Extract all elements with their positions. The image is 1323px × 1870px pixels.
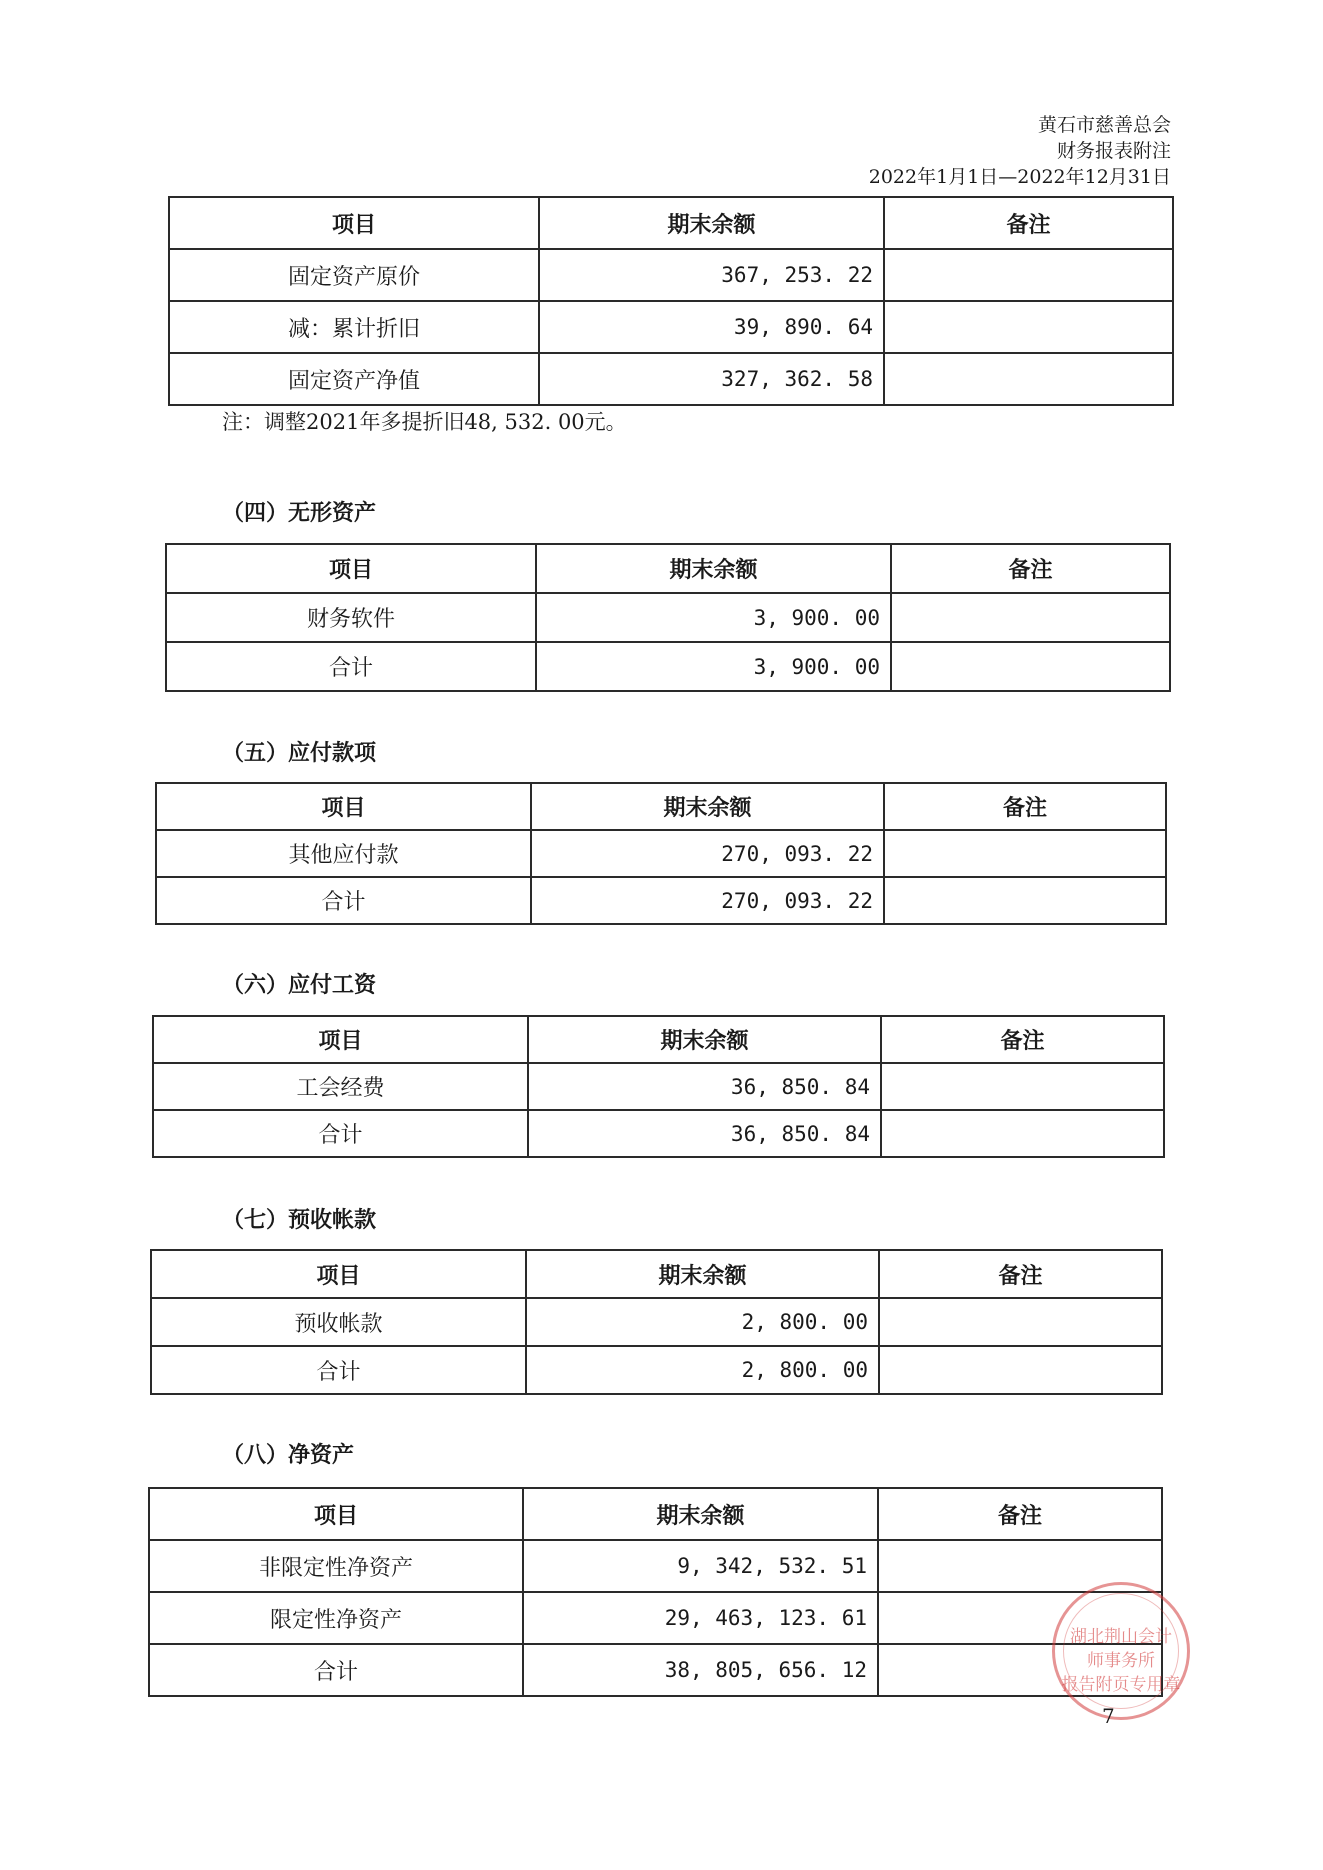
column-header-note: 备注 [891, 544, 1170, 593]
intangible-assets-table [165, 543, 1171, 692]
column-header-amount: 期末余额 [528, 1016, 881, 1063]
row-amount: 270, 093. 22 [531, 877, 884, 924]
column-header-item: 项目 [153, 1016, 528, 1063]
row-note [884, 301, 1173, 353]
page-number: 7 [1102, 1704, 1115, 1728]
row-note [879, 1298, 1162, 1346]
column-header-note: 备注 [884, 783, 1166, 830]
table-row [169, 353, 1173, 405]
column-header-amount: 期末余额 [523, 1488, 878, 1540]
column-header-amount: 期末余额 [526, 1250, 879, 1298]
row-item: 非限定性净资产 [149, 1540, 523, 1592]
row-item: 合计 [151, 1346, 526, 1394]
row-amount: 327, 362. 58 [539, 353, 884, 405]
column-header-item: 项目 [169, 197, 539, 249]
table-row [149, 1592, 1162, 1644]
row-note [884, 249, 1173, 301]
fixed-assets-table [168, 196, 1174, 406]
column-header-amount: 期末余额 [539, 197, 884, 249]
row-item: 减：累计折旧 [169, 301, 539, 353]
table-row [169, 301, 1173, 353]
table-row [156, 877, 1166, 924]
row-amount: 36, 850. 84 [528, 1063, 881, 1110]
row-note [891, 642, 1170, 691]
header-org: 黄石市慈善总会 [1037, 114, 1171, 136]
row-item: 固定资产原价 [169, 249, 539, 301]
row-amount: 38, 805, 656. 12 [523, 1644, 878, 1696]
row-amount: 36, 850. 84 [528, 1110, 881, 1157]
row-note [884, 353, 1173, 405]
wages-table [152, 1015, 1165, 1158]
row-amount: 39, 890. 64 [539, 301, 884, 353]
table-row [153, 1110, 1164, 1157]
row-item: 合计 [166, 642, 536, 691]
company-seal [1052, 1582, 1190, 1720]
row-note [891, 593, 1170, 642]
table-row [153, 1063, 1164, 1110]
header-period: 2022年1月1日—2022年12月31日 [868, 166, 1171, 188]
row-note [881, 1063, 1164, 1110]
row-item: 其他应付款 [156, 830, 531, 877]
row-note [884, 877, 1166, 924]
table-row [149, 1540, 1162, 1592]
row-amount: 3, 900. 00 [536, 642, 891, 691]
row-amount: 2, 800. 00 [526, 1346, 879, 1394]
table-row [156, 830, 1166, 877]
row-amount: 2, 800. 00 [526, 1298, 879, 1346]
page-header [869, 112, 1171, 190]
row-item: 合计 [149, 1644, 523, 1696]
table-row [151, 1346, 1162, 1394]
row-amount: 9, 342, 532. 51 [523, 1540, 878, 1592]
column-header-item: 项目 [156, 783, 531, 830]
section-title-payables: （五）应付款项 [222, 741, 377, 766]
header-doc: 财务报表附注 [1056, 140, 1171, 162]
row-amount: 3, 900. 00 [536, 593, 891, 642]
row-amount: 270, 093. 22 [531, 830, 884, 877]
table-row [169, 249, 1173, 301]
row-item: 财务软件 [166, 593, 536, 642]
table-row [149, 1644, 1162, 1696]
row-amount: 29, 463, 123. 61 [523, 1592, 878, 1644]
column-header-note: 备注 [879, 1250, 1162, 1298]
table-row [166, 593, 1170, 642]
column-header-note: 备注 [881, 1016, 1164, 1063]
row-item: 预收帐款 [151, 1298, 526, 1346]
row-amount: 367, 253. 22 [539, 249, 884, 301]
row-note [881, 1110, 1164, 1157]
section-title-prepaid: （七）预收帐款 [222, 1208, 377, 1233]
section-title-net-assets: （八）净资产 [222, 1443, 355, 1468]
fixed-assets-footnote: 注：调整2021年多提折旧48, 532. 00元。 [222, 410, 627, 434]
column-header-note: 备注 [884, 197, 1173, 249]
row-item: 限定性净资产 [149, 1592, 523, 1644]
section-title-wages: （六）应付工资 [222, 973, 377, 998]
table-row [151, 1298, 1162, 1346]
column-header-item: 项目 [149, 1488, 523, 1540]
seal-text: 湖北荆山会计 师事务所 报告附页专用章 [1061, 1627, 1181, 1695]
prepaid-table [150, 1249, 1163, 1395]
net-assets-table [148, 1487, 1163, 1697]
row-item: 合计 [156, 877, 531, 924]
column-header-note: 备注 [878, 1488, 1162, 1540]
row-item: 固定资产净值 [169, 353, 539, 405]
row-note [884, 830, 1166, 877]
row-note [879, 1346, 1162, 1394]
table-row [166, 642, 1170, 691]
column-header-item: 项目 [166, 544, 536, 593]
section-title-intangible: （四）无形资产 [222, 501, 377, 526]
column-header-item: 项目 [151, 1250, 526, 1298]
column-header-amount: 期末余额 [531, 783, 884, 830]
row-item: 合计 [153, 1110, 528, 1157]
row-item: 工会经费 [153, 1063, 528, 1110]
payables-table [155, 782, 1167, 925]
column-header-amount: 期末余额 [536, 544, 891, 593]
